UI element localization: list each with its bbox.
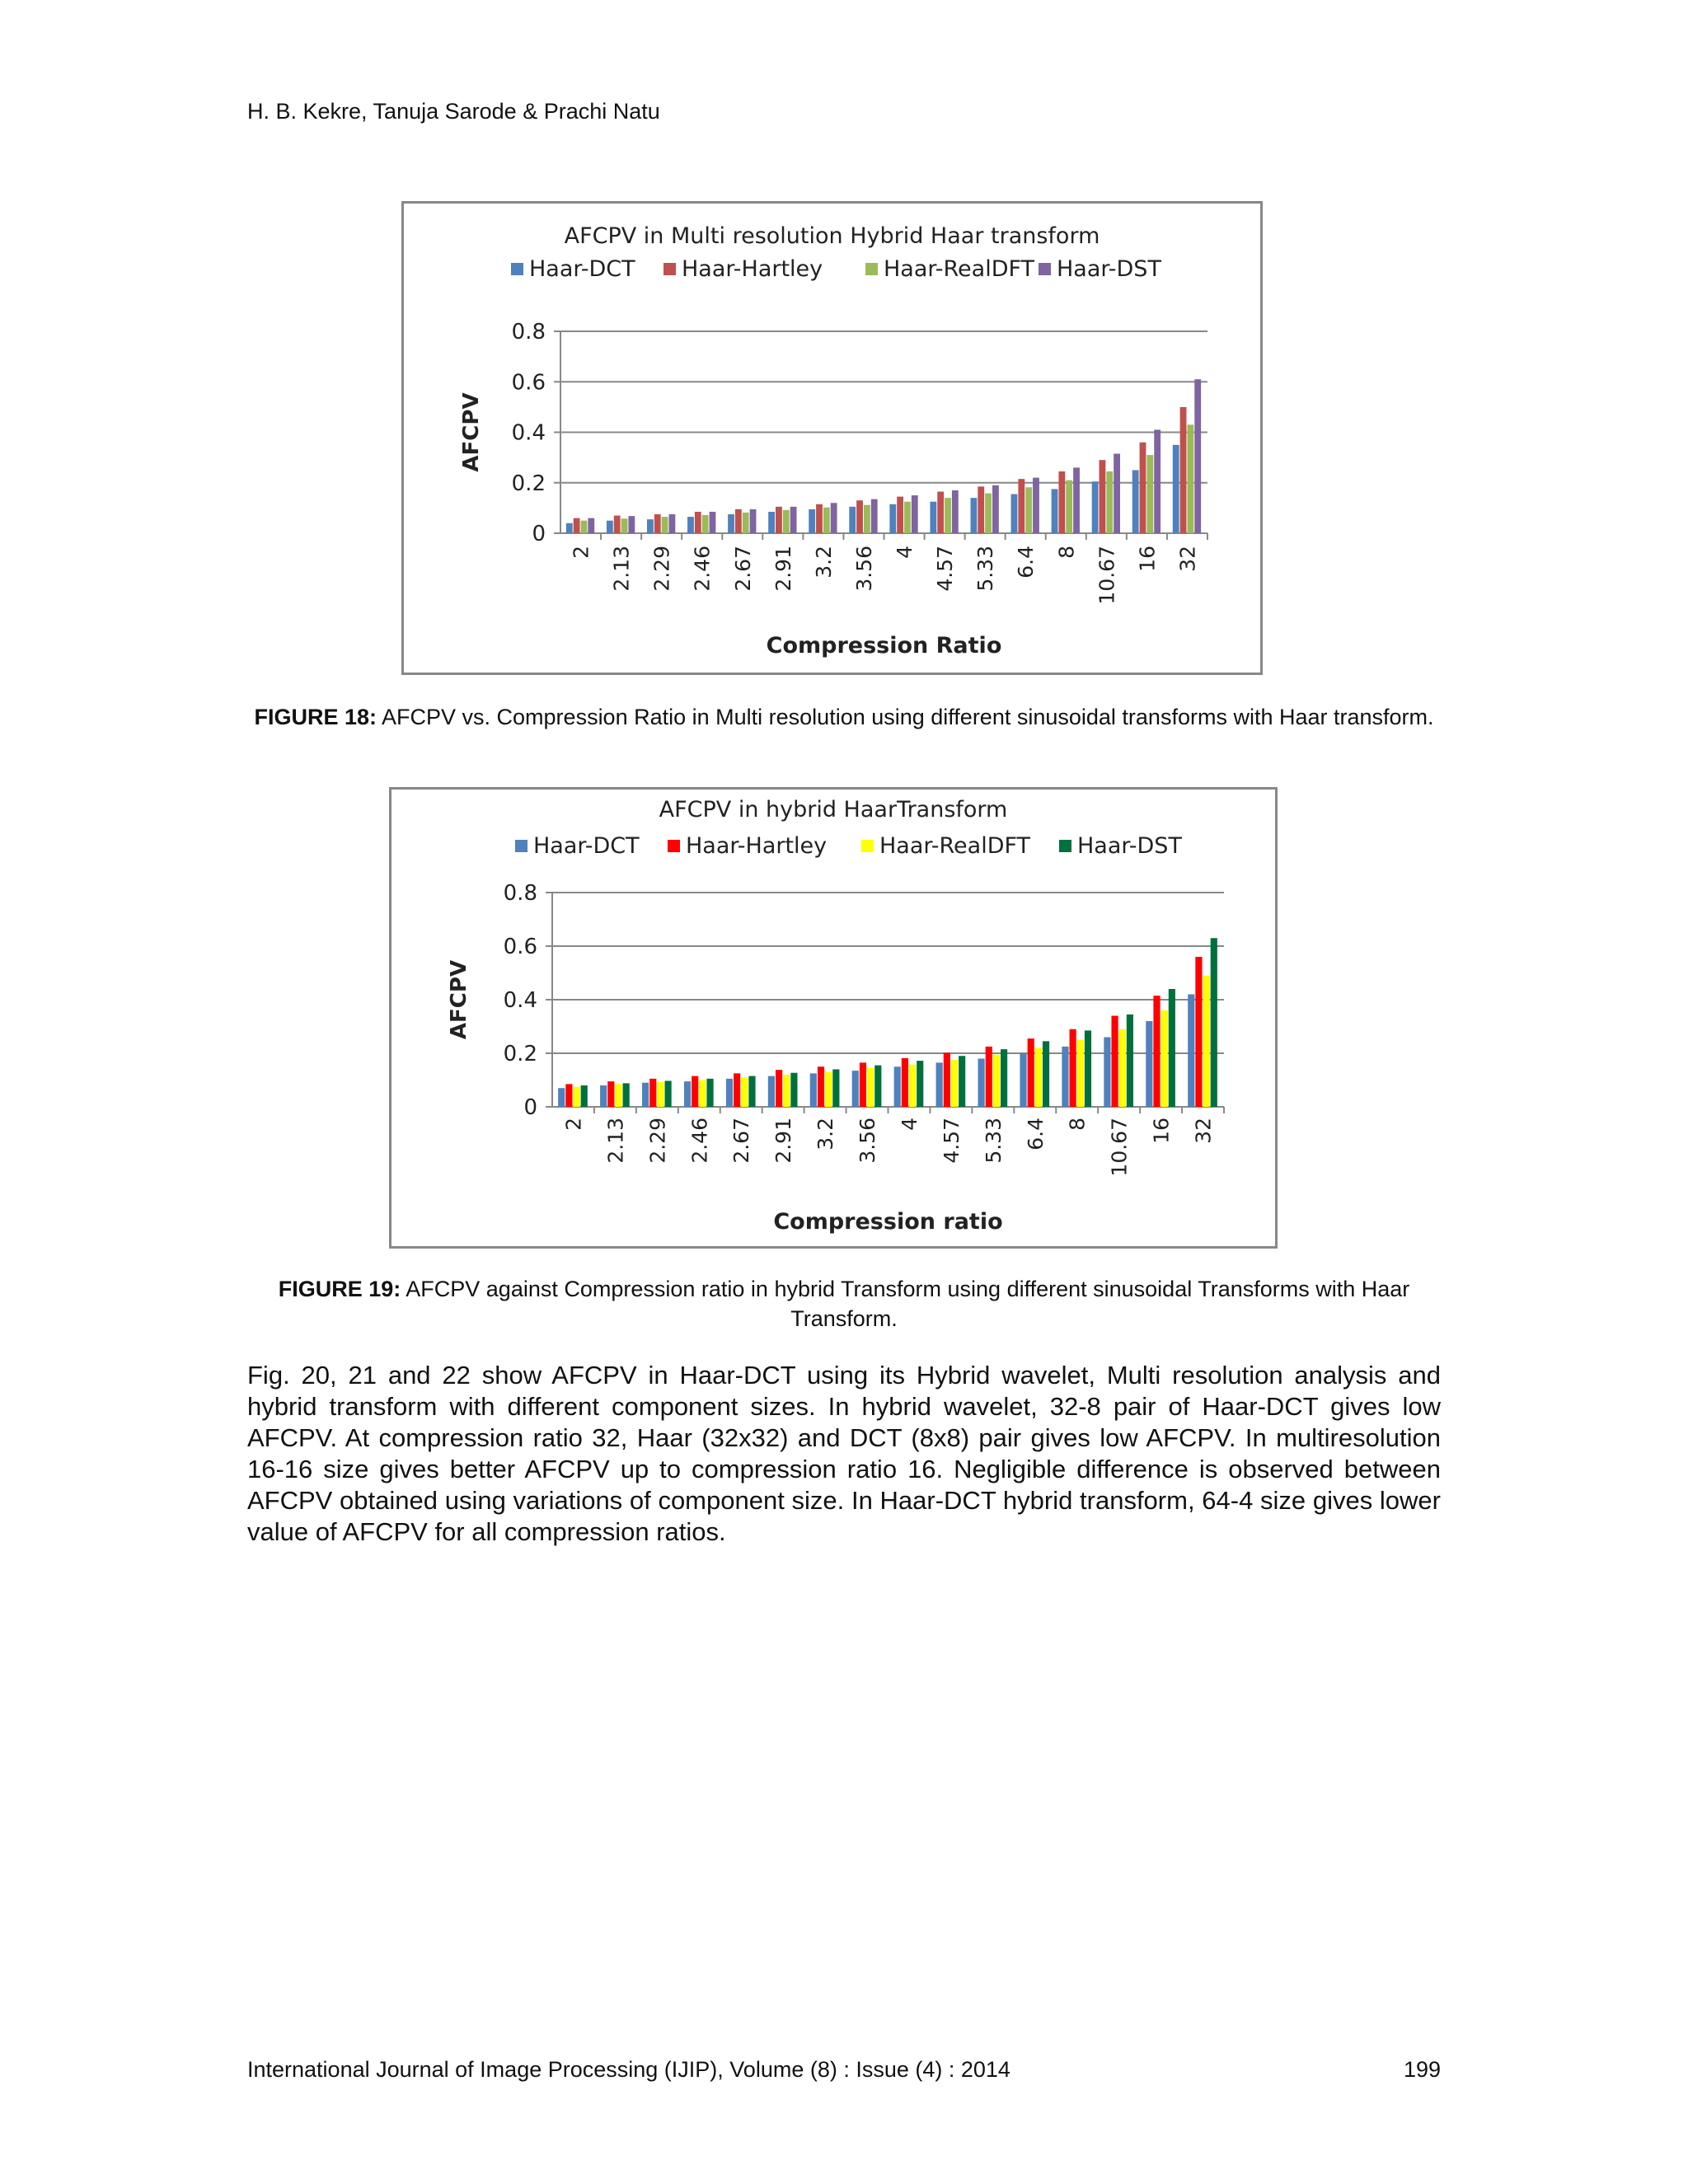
x-axis-label: Compression Ratio <box>766 633 1002 658</box>
bar <box>1127 1015 1133 1107</box>
y-tick-label: 0 <box>523 1095 537 1120</box>
y-axis-label: AFCPV <box>447 959 471 1040</box>
bar <box>1203 976 1210 1107</box>
bar <box>1043 1041 1049 1107</box>
bar <box>1195 957 1202 1107</box>
bar <box>951 1060 958 1107</box>
figure-19-caption-text: AFCPV against Compression ratio in hybrid Transform using different sinusoidal Transforms with Haar Transform. <box>401 1277 1410 1331</box>
y-tick-label: 0.6 <box>511 370 546 396</box>
x-tick-label: 5.33 <box>981 1118 1006 1164</box>
bar <box>1058 471 1065 533</box>
legend-swatch <box>1039 263 1051 275</box>
legend-label: Haar-DST <box>1057 256 1161 282</box>
bar <box>790 507 797 533</box>
chart-title: AFCPV in Multi resolution Hybrid Haar transform <box>564 223 1100 249</box>
bar <box>894 1066 901 1107</box>
bar <box>588 518 594 533</box>
legend-label: Haar-DCT <box>529 256 635 282</box>
y-tick-label: 0.4 <box>503 988 537 1013</box>
y-tick-label: 0 <box>532 522 546 546</box>
bar <box>1011 494 1018 533</box>
bar <box>1035 1048 1042 1108</box>
bar <box>776 1070 782 1107</box>
bar <box>768 1076 775 1107</box>
bar <box>852 1071 859 1107</box>
bar <box>993 1055 1000 1107</box>
x-tick-label: 8 <box>1054 546 1079 559</box>
bar <box>692 1076 698 1107</box>
bar <box>809 509 815 533</box>
bar <box>647 519 654 533</box>
bar <box>573 1087 579 1107</box>
bar <box>1033 478 1039 533</box>
x-tick-label: 4 <box>897 1118 921 1131</box>
bar <box>743 513 749 533</box>
running-header: H. B. Kekre, Tanuja Sarode & Prachi Natu <box>247 99 660 124</box>
bar <box>741 1077 748 1107</box>
x-tick-label: 2.13 <box>603 1118 628 1164</box>
bar <box>818 1066 824 1107</box>
bar <box>978 486 984 533</box>
bar <box>728 514 734 533</box>
bar <box>959 1056 965 1107</box>
bar <box>684 1081 691 1107</box>
bar <box>662 517 668 533</box>
legend-swatch <box>865 263 878 275</box>
bar <box>702 515 709 533</box>
bar <box>1077 1040 1084 1107</box>
figure-18-chart <box>401 201 1263 675</box>
bar <box>897 497 903 533</box>
bar <box>642 1083 649 1107</box>
bar <box>832 1070 839 1108</box>
bar <box>825 1072 832 1107</box>
bar <box>909 1065 916 1107</box>
bar <box>944 1052 950 1107</box>
legend-swatch <box>861 840 874 852</box>
bar <box>1132 470 1139 533</box>
x-tick-label: 2.91 <box>771 546 795 592</box>
bar <box>810 1073 817 1107</box>
bar <box>986 1047 992 1107</box>
bar <box>936 1062 943 1107</box>
y-tick-label: 0.6 <box>503 935 537 959</box>
bar <box>1140 443 1146 533</box>
bar <box>1119 1029 1126 1107</box>
figure-18-caption-text: AFCPV vs. Compression Ratio in Multi resolution using different sinusoidal transforms with Haar transform. <box>377 705 1434 729</box>
bar <box>1025 487 1032 533</box>
bar <box>1173 445 1179 533</box>
bar <box>1169 989 1175 1107</box>
x-tick-label: 16 <box>1135 546 1160 572</box>
x-tick-label: 4.57 <box>939 1118 964 1164</box>
figure-18-caption <box>247 702 1441 732</box>
bar <box>856 500 863 533</box>
y-tick-label: 0.8 <box>511 320 546 344</box>
bar <box>849 507 856 533</box>
figure-18-label: FIGURE 18: <box>254 705 377 729</box>
legend-swatch <box>668 840 680 852</box>
bar <box>706 1079 713 1107</box>
bar <box>1146 1021 1152 1107</box>
x-tick-label: 16 <box>1149 1118 1174 1144</box>
x-tick-label: 3.56 <box>851 546 876 592</box>
x-tick-label: 10.67 <box>1107 1118 1132 1177</box>
bar <box>930 502 936 533</box>
legend-label: Haar-RealDFT <box>879 833 1031 859</box>
x-tick-label: 3.56 <box>856 1118 880 1164</box>
bar <box>1066 480 1072 533</box>
x-tick-label: 3.2 <box>814 1118 838 1151</box>
bar <box>607 521 613 533</box>
bar <box>937 491 944 533</box>
bar <box>1052 489 1058 533</box>
bar <box>1111 1016 1118 1108</box>
legend-swatch <box>1059 840 1071 852</box>
legend-label: Haar-Hartley <box>682 256 823 282</box>
bar <box>735 509 742 533</box>
bar <box>831 503 837 533</box>
x-tick-label: 4 <box>893 546 917 559</box>
bar <box>1104 1038 1110 1108</box>
bar <box>1187 424 1193 533</box>
x-tick-label: 8 <box>1065 1118 1090 1131</box>
bar <box>1100 460 1106 533</box>
bar <box>970 498 977 533</box>
bar <box>699 1080 706 1108</box>
bar <box>621 518 628 533</box>
bar <box>904 502 911 533</box>
x-tick-label: 32 <box>1175 546 1200 572</box>
bar <box>558 1088 565 1107</box>
bar <box>710 512 716 533</box>
bar <box>978 1059 985 1108</box>
bar <box>628 516 635 533</box>
x-tick-label: 2.67 <box>729 1118 754 1164</box>
bar <box>1146 455 1153 533</box>
x-tick-label: 3.2 <box>811 546 836 579</box>
chart-svg <box>404 204 1260 673</box>
bar <box>790 1073 797 1107</box>
bar <box>889 504 896 533</box>
figure-19-label: FIGURE 19: <box>278 1277 401 1301</box>
bar <box>1092 481 1099 533</box>
x-tick-label: 2 <box>561 1118 586 1131</box>
footer-journal: International Journal of Image Processing (IJIP), Volume (8) : Issue (4) : 2014 <box>247 2057 1010 2082</box>
legend-label: Haar-DST <box>1077 833 1182 859</box>
bar <box>1073 467 1080 533</box>
bar <box>1194 379 1201 533</box>
bar <box>1106 471 1113 533</box>
bar <box>574 518 580 533</box>
x-tick-label: 2.29 <box>649 546 674 592</box>
bar <box>768 512 775 533</box>
bar <box>1062 1047 1068 1107</box>
x-tick-label: 2.46 <box>690 546 715 592</box>
legend-label: Haar-DCT <box>533 833 640 859</box>
y-tick-label: 0.2 <box>503 1042 537 1066</box>
bar <box>902 1058 908 1107</box>
body-paragraph: Fig. 20, 21 and 22 show AFCPV in Haar-DCT using its Hybrid wavelet, Multi resolution analysis and hybrid transform with different component sizes. In hybrid wavelet, 32-8 pair of Haar-DCT gives low AFCPV. At compression ratio 32, Haar (32x32) and DCT (8x8) pair gives low AFCPV. In multiresolution 16-16 size gives better AFCPV up to compression ratio 16. Negligible difference is observed between AFCPV obtained using variations of component size. In Haar-DCT hybrid transform, 64-4 size gives lower value of AFCPV for all compression ratios. <box>247 1361 1441 1546</box>
bar <box>776 507 782 533</box>
bar <box>1211 938 1217 1107</box>
bar <box>985 494 992 533</box>
x-tick-label: 2.67 <box>730 546 755 592</box>
bar <box>783 1075 790 1107</box>
bar <box>649 1079 656 1107</box>
x-tick-label: 2.46 <box>687 1118 712 1164</box>
y-tick-label: 0.8 <box>503 881 537 906</box>
chart-svg <box>392 790 1275 1246</box>
y-tick-label: 0.2 <box>511 471 546 496</box>
x-tick-label: 4.57 <box>933 546 958 592</box>
bar <box>912 495 918 533</box>
bar <box>871 499 878 533</box>
bar <box>816 504 823 533</box>
bar <box>566 523 573 533</box>
bar <box>864 505 870 533</box>
bar <box>823 508 830 533</box>
y-tick-label: 0.4 <box>511 420 546 446</box>
bar <box>615 1084 621 1107</box>
bar <box>1070 1029 1076 1107</box>
bar <box>750 509 757 533</box>
x-axis-label: Compression ratio <box>773 1209 1003 1235</box>
figure-19-chart <box>389 787 1278 1249</box>
bar <box>668 514 675 533</box>
bar <box>1180 407 1187 533</box>
x-tick-label: 10.67 <box>1095 546 1119 605</box>
bar <box>657 1082 663 1107</box>
bar <box>917 1061 923 1107</box>
x-tick-label: 2 <box>569 546 593 559</box>
bar <box>565 1084 572 1107</box>
x-tick-label: 32 <box>1191 1118 1216 1144</box>
bar <box>952 490 959 533</box>
legend-label: Haar-Hartley <box>686 833 828 859</box>
bar <box>687 517 694 533</box>
bar <box>600 1085 607 1107</box>
bar <box>1028 1038 1034 1107</box>
bar <box>581 1085 588 1107</box>
bar <box>1154 429 1160 533</box>
legend-swatch <box>515 840 528 852</box>
bar <box>607 1081 614 1107</box>
bar <box>734 1073 740 1107</box>
bar <box>867 1068 874 1107</box>
x-tick-label: 6.4 <box>1023 1118 1048 1151</box>
bar <box>695 512 701 533</box>
legend-swatch <box>511 263 523 275</box>
legend-label: Haar-RealDFT <box>884 256 1035 282</box>
x-tick-label: 2.29 <box>645 1118 670 1164</box>
bar <box>1153 996 1160 1107</box>
bar <box>992 485 999 533</box>
x-tick-label: 2.13 <box>609 546 634 592</box>
bar <box>1188 995 1194 1108</box>
x-tick-label: 2.91 <box>771 1118 796 1164</box>
bar <box>665 1080 672 1107</box>
bar <box>945 498 951 533</box>
bar <box>581 521 588 533</box>
legend-swatch <box>663 263 676 275</box>
bar <box>1085 1030 1091 1107</box>
bar <box>654 514 661 533</box>
bar <box>748 1076 755 1107</box>
bar <box>1161 1010 1168 1107</box>
bar <box>1020 1053 1026 1107</box>
y-axis-label: AFCPV <box>459 392 484 472</box>
bar <box>726 1079 733 1107</box>
bar <box>874 1066 881 1107</box>
bar <box>1114 454 1120 533</box>
bar <box>860 1062 866 1107</box>
bar <box>783 510 790 533</box>
figure-19-caption <box>247 1274 1441 1333</box>
x-tick-label: 6.4 <box>1014 546 1039 579</box>
footer-page-number: 199 <box>1403 2057 1441 2082</box>
bar <box>1001 1049 1007 1107</box>
bar <box>623 1083 630 1107</box>
bar <box>614 516 621 533</box>
chart-title: AFCPV in hybrid HaarTransform <box>659 797 1008 823</box>
bar <box>1018 479 1025 533</box>
x-tick-label: 5.33 <box>973 546 998 592</box>
